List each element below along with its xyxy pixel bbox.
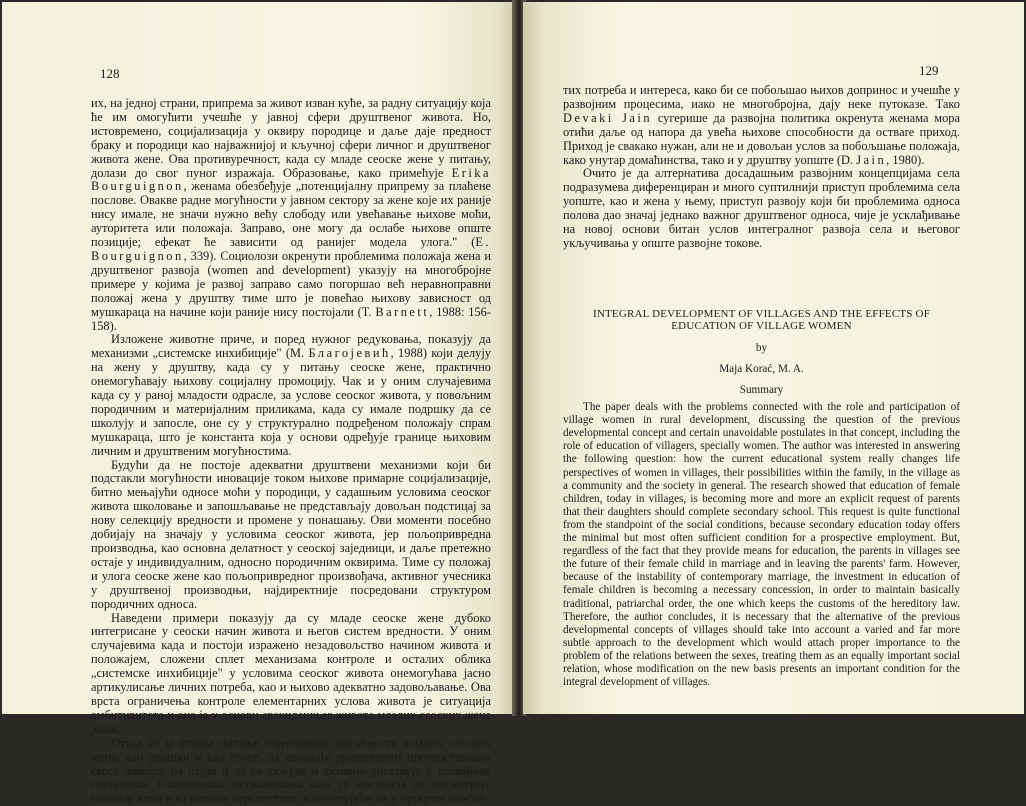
paragraph: Отуда се и отвара питање објективних могућности младих сеоских жена, као јединки и као групе, да овладају друштвеним претпоставкама свога живота, па отуда и да се укључе и активно учествују у развојним процесима. Социолошка истраживања која су настојала да посматрају положај жена и из њихове перспективе, консултујући их у процени власти- — [91, 735, 491, 806]
paragraph: Изложене животне приче, и поред нужног редуковања, показују да механизми „системске инхибиције" (М. Благојевић, 1988) који делују на жену у друштву, када су у питању сеоске жене, практично онемогућавају њихову социјалну промоцију. Чак и у оним случајевима када су у раној младости одрасле, за услове сеоског живота, у повољним породичним и материјалним приликама, када су имале подршку да се школују и запосле, оне су у структурално подређеном положају спрам мушкараца, што је константа која у основи одређује границе њиховим личним и друштвеним могућностима. — [91, 332, 492, 458]
author-name: Erika Bourguignon — [91, 165, 491, 194]
paragraph: Будући да не постоје адекватни друштвени механизми који би подстакли могућности иновације током њихове примарне социјализације, битно мењајући односе моћи у породици, у садашњим условима сеоског живота школовање и запошљавање не представљају довољан подстицај за нову селекцију вредности и промене у понашању. Ови моменти посебно добијају на значају у условима сеоског живота, јер пољопривредна производња, као основна делатност у сеоској заједници, и даље претежно остаје у индивидуалним, односно породичним оквирима. Тиме су положај и улога сеоске жене као пољопривредног произвођача, активног учесника у друштвеној производњи, најдиректније посредовани структуром породичних односа. — [91, 457, 491, 611]
english-summary — [563, 308, 960, 689]
right-page-body — [563, 84, 960, 251]
paragraph: их, на једној страни, припрема за живот изван куће, за радну ситуацију која ће им омогућити учешће у јавној сфери друштвеног живота. Но, истовремено, социјализација у оквиру породице и даље даје предност браку и породици као најважнијој и кључној сфери личног и друштвеног живота жене. Ова противуречност, када су младе сеоске жене у питању, долази до свог пуног изражаја. Образовање, како примећује Erika Bourguignon, женама обезбеђује „потенцијалну припрему за плаћене послове. Овакве радне могућности у јавном сектору за жене које их раније нису имале, не значи нужно већу слободу или увећавање њихове моћи, ауторитета или положаја. Заправо, оне могу да ослабе њихове опште позиције; ефекат ће зависити од ранијег модела улога." (E. Bourguignon, 339). Социолози окренути проблемима положаја жена и друштвеног развоја (women and development) указују на многобројне примере у којима је развој заправо само погоршао већ неравноправни положај жена у друштву тиме што је повећао њихову зависност од мушкараца на начине који раније нису постојали (T. Barnett, 1988: 156-158). — [91, 96, 491, 333]
paragraph: тих потреба и интереса, како би се побољшао њихов допринос и учешће у развојним процесима, иако не многобројна, дају неке путоказе. Тако Devaki Jain сугерише да развојна политика окренута женама мора отићи даље од напора да увећа њихове способности да оствare приход. Приход је свакако нужан, али не и довољан услов за побољшање положаја, како унутар домаћинства, тако и у друштву уопште (D. Jain, 1980). — [563, 83, 960, 167]
citation: Barnett — [375, 304, 430, 319]
left-page — [2, 2, 516, 806]
paragraph: Наведени примери показују да су младе сеоске жене дубоко интегрисане у сеоски начин живота и његов систем вредности. У оним случајевима када и постоји изражено незадовољство начином живота и положајем, сложени сплет механизама контроле и осталих облика „системске инхибиције" у условима сеоског живота онемогућава јасно артикулисање личних потреба, као и њихово адекватно задовољавање. Ова врста ограничења контроле елементарних услова живота је ситуација амбитивитета и она је у основи свакидашњег живота младих сеоских жена данас. — [91, 610, 491, 736]
summary-text: The paper deals with the problems connected with the role and participation of village women in rural development, discussing the question of the previous developmental concept and certain unavoidable postulates in that concept, including the role of education of villagers, specially women. The author was interested in answering the following question: how the current educational system really changes life perspectives of women in villages, their possibilities within the family, in the village as a community and the society in general. The research showed that education of female children, today in villages, is becoming more and more an explicit request of parents that their daughters should complete secondary school. This request is quite functional from the standpoint of the social conditions, because secondary education today offers the minimal but most often sufficient condition for a prospective employment. But, regardless of the fact that they provide means for education, the parents in villages see the future of their female child in marriage and in leaving the parents' farm. However, because of the instability of contemporary marriage, the investment in education of female children is becoming a necessary concession, in order to maintain basically traditional, patriarchal order, the one which keeps the customs of the hereditory law. Therefore, the author concludes, it is necessary that the alternative of the previous developmental concepts of villages should take into account a varied and far more subtle approach to the development which would attach proper importance to the problem of the relations between the sexes, treating them as an equally important social relation, whose modification on the new basis presents an important condition for the integral development of villages. — [563, 401, 960, 689]
left-page-body — [91, 97, 491, 806]
author-name: Devaki Jain — [563, 110, 653, 125]
citation: Благојевић — [308, 346, 391, 361]
summary-heading: Summary — [739, 384, 784, 396]
summary-title: INTEGRAL DEVELOPMENT OF VILLAGES AND THE EFFECTS OF EDUCATION OF VILLAGE WOMEN — [592, 308, 931, 333]
paragraph: Очито је да алтернатива досадашњим развојним концепцијама села подразумева диференциран и много суптилнији приступ проблемима села уопште, као и жена у њему, приступ развоју који би проблемима односа полова дао значај једнако важног друштвеног односа, чије је усклађивање на новој основи битан услов интегралног развоја села и његовог укључивања у опште развојне токове. — [563, 166, 960, 250]
page-number-left: 128 — [100, 66, 120, 81]
citation: E. Bourguignon — [91, 235, 491, 263]
right-page — [523, 2, 1024, 714]
by-line: by — [755, 341, 768, 354]
citation: Jain — [856, 152, 887, 167]
summary-author: Maja Korać, M. A. — [719, 362, 804, 375]
page-number-right: 129 — [919, 63, 939, 78]
